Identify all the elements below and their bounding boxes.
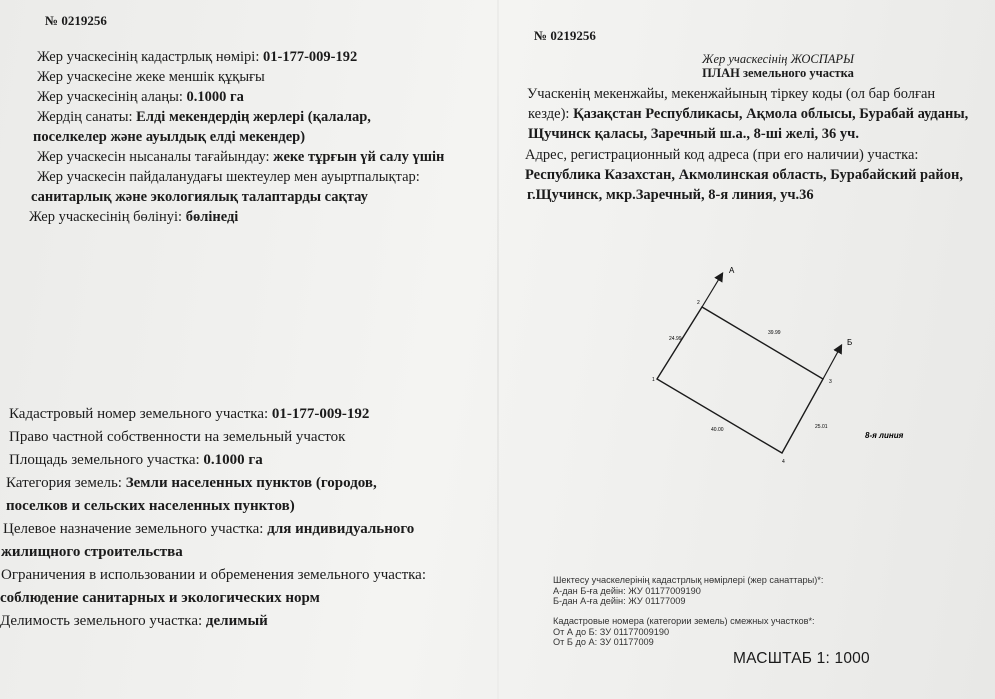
- plot-boundary: [657, 307, 823, 453]
- kz-line: Жер учаскесінің кадастрлық нөмірі: 01-177-009-192: [37, 49, 358, 65]
- adjacent-kz-block: [553, 575, 823, 607]
- street-label: 8-я линия: [865, 431, 904, 440]
- ru-line: Площадь земельного участка: 0.1000 га: [9, 452, 263, 468]
- arrow-a-line: [702, 274, 722, 307]
- adjacent-line: Кадастровые номера (категории земель) смежных участков*:: [553, 616, 815, 626]
- right-document-number: № 0219256: [534, 28, 596, 43]
- adjacent-line: От А до Б: ЗУ 01177009190: [553, 626, 670, 637]
- vertex-3-label: 3: [829, 379, 832, 385]
- ru-line: Целевое назначение земельного участка: для индивидуального: [3, 521, 415, 537]
- adjacent-ru-block: [553, 616, 815, 648]
- address-line: Учаскенің мекенжайы, мекенжайының тіркеу коды (ол бар болған: [527, 86, 936, 102]
- side-3-4-length: 25.01: [815, 424, 828, 430]
- adjacent-line: От Б до А: ЗУ 01177009: [553, 637, 654, 647]
- kz-line: санитарлық және экологиялық талаптарды сақтау: [31, 189, 368, 205]
- address-line: Республика Казахстан, Акмолинская область, Бурабайский район,: [525, 167, 963, 183]
- kz-line: Жер учаскесін пайдаланудағы шектеулер мен ауыртпалықтар:: [37, 169, 420, 185]
- ru-line: Ограничения в использовании и обременения земельного участка:: [1, 567, 427, 583]
- address-line: Адрес, регистрационный код адреса (при его наличии) участка:: [525, 147, 919, 163]
- side-2-3-length: 39.99: [768, 330, 781, 336]
- adjacent-line: А-дан Б-ға дейін: ЖУ 01177009190: [553, 585, 701, 596]
- plan-scale: МАСШТАБ 1: 1000: [733, 650, 870, 667]
- ru-line: жилищного строительства: [1, 544, 183, 560]
- ru-line: соблюдение санитарных и экологических норм: [0, 590, 320, 606]
- vertex-2-label: 2: [697, 300, 700, 306]
- left-document-number: № 0219256: [45, 13, 107, 28]
- ru-line: поселков и сельских населенных пунктов): [6, 498, 295, 514]
- ru-line: Кадастровый номер земельного участка: 01-177-009-192: [9, 406, 370, 422]
- vertex-1-label: 1: [652, 377, 655, 383]
- kz-line: Жердің санаты: Елді мекендердің жерлері (қалалар,: [37, 109, 371, 125]
- adjacent-line: Шектесу учаскелерінің кадастрлық нөмірлері (жер санаттары)*:: [553, 575, 824, 585]
- arrow-b-line: [823, 346, 841, 379]
- plan-title-ru: ПЛАН земельного участка: [702, 66, 854, 80]
- vertex-4-label: 4: [782, 459, 785, 465]
- side-4-1-length: 40.00: [711, 427, 724, 433]
- kz-line: Жер учаскесін нысаналы тағайындау: жеке тұрғын үй салу үшін: [37, 149, 445, 165]
- adjacent-line: Б-дан А-ға дейін: ЖУ 01177009: [553, 596, 686, 606]
- arrow-b-label: Б: [847, 338, 853, 347]
- kz-line: Жер учаскесіне жеке меншік құқығы: [37, 69, 265, 85]
- kz-line: Жер учаскесінің алаңы: 0.1000 га: [37, 89, 244, 105]
- kz-line: поселкелер және ауылдық елді мекендер): [33, 129, 306, 145]
- address-line: г.Щучинск, мкр.Заречный, 8-я линия, уч.36: [527, 187, 814, 203]
- ru-line: Делимость земельного участка: делимый: [0, 613, 268, 629]
- address-line: кезде): Қазақстан Республикасы, Ақмола облысы, Бурабай ауданы,: [528, 106, 969, 122]
- kz-line: Жер учаскесінің бөлінуі: бөлінеді: [29, 209, 239, 225]
- address-line: Щучинск қаласы, Заречный ш.а., 8-ші желі, 36 уч.: [528, 126, 859, 142]
- ru-line: Право частной собственности на земельный участок: [9, 429, 346, 445]
- arrow-a-label: А: [729, 266, 735, 275]
- ru-line: Категория земель: Земли населенных пунктов (городов,: [6, 475, 377, 491]
- plan-title-kz: Жер учаскесінің ЖОСПАРЫ: [702, 52, 854, 66]
- side-1-2-length: 24.99: [669, 336, 682, 342]
